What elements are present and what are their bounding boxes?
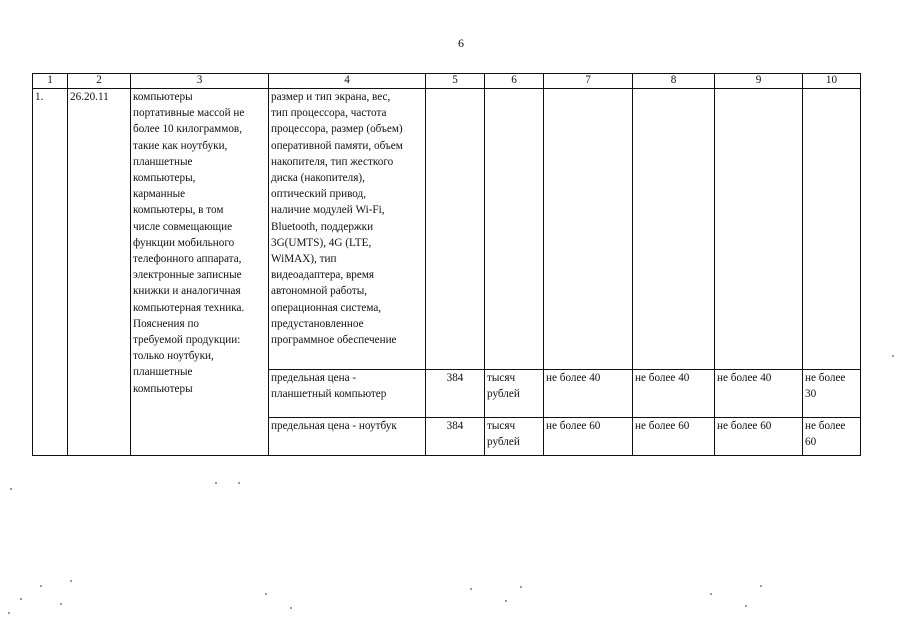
scan-speck <box>892 355 894 357</box>
unit-cell <box>485 418 544 456</box>
text-line: планшетный компьютер <box>271 388 387 401</box>
text-line: накопителя, тип жесткого <box>271 155 394 168</box>
col-header-10: 10 <box>803 74 861 89</box>
item-index: 1. <box>33 89 68 456</box>
text-line: числе совмещающие <box>133 220 233 233</box>
value-c7: не более 60 <box>544 418 633 456</box>
item-name <box>131 89 269 456</box>
scan-speck <box>20 598 22 600</box>
price-label-laptop <box>269 418 426 456</box>
scan-speck <box>470 588 472 590</box>
text-line: процессора, размер (объем) <box>271 123 403 136</box>
value-c7: не более 40 <box>544 370 633 418</box>
text-line: компьютеры, <box>133 172 196 185</box>
unit-cell <box>485 370 544 418</box>
text-line: требуемой продукции: <box>133 334 241 347</box>
scan-speck <box>290 607 292 609</box>
scan-speck <box>505 600 507 602</box>
empty-cell <box>426 89 485 370</box>
price-label-lines <box>271 370 423 402</box>
text-line: более 10 килограммов, <box>133 123 243 136</box>
text-line: рублей <box>487 436 520 449</box>
text-line: компьютерная техника. <box>133 301 245 314</box>
text-line: 3G(UMTS), 4G (LTE, <box>271 236 372 249</box>
empty-cell <box>803 89 861 370</box>
text-line: видеоадаптера, время <box>271 269 375 282</box>
text-line: предустановленное <box>271 317 364 330</box>
col-header-7: 7 <box>544 74 633 89</box>
empty-cell <box>485 89 544 370</box>
text-line: Bluetooth, поддержки <box>271 220 374 233</box>
scan-speck <box>265 593 267 595</box>
text-line: размер и тип экрана, вес, <box>271 91 391 103</box>
value-c9: не более 60 <box>715 418 803 456</box>
scan-speck <box>760 585 762 587</box>
empty-cell <box>544 89 633 370</box>
empty-cell <box>715 89 803 370</box>
value-c10: не более 30 <box>803 370 861 418</box>
scan-speck <box>8 612 10 614</box>
unit-lines <box>487 370 541 402</box>
text-line: WiMAX), тип <box>271 253 337 266</box>
text-line: тип процессора, частота <box>271 107 387 120</box>
text-line: рублей <box>487 388 520 401</box>
table-row <box>33 89 861 370</box>
text-line: компьютеры, в том <box>133 204 224 217</box>
okei-code: 384 <box>426 418 485 456</box>
price-label-tablet <box>269 370 426 418</box>
text-line: Пояснения по <box>133 317 200 330</box>
text-line: планшетные <box>133 366 193 379</box>
scan-speck <box>215 482 217 484</box>
text-line: электронные записные <box>133 269 242 282</box>
scan-speck <box>745 605 747 607</box>
unit-lines <box>487 418 541 450</box>
value-c8: не более 60 <box>633 418 715 456</box>
value-c9: не более 40 <box>715 370 803 418</box>
value-c10: не более 60 <box>803 418 861 456</box>
col-header-3: 3 <box>131 74 269 89</box>
text-line: тысяч <box>487 372 516 384</box>
item-characteristics-lines <box>271 89 423 348</box>
scan-speck <box>70 580 72 582</box>
scan-speck <box>238 482 240 484</box>
text-line: операционная система, <box>271 301 382 314</box>
col-header-6: 6 <box>485 74 544 89</box>
col-header-4: 4 <box>269 74 426 89</box>
text-line: книжки и аналогичная <box>133 285 241 298</box>
text-line: такие как ноутбуки, <box>133 139 228 152</box>
text-line: планшетные <box>133 155 193 168</box>
text-line: диска (накопителя), <box>271 172 365 185</box>
text-line: компьютеры <box>133 91 193 103</box>
scan-speck <box>40 585 42 587</box>
price-label-lines <box>271 418 423 434</box>
text-line: телефонного аппарата, <box>133 253 242 266</box>
col-header-1: 1 <box>33 74 68 89</box>
text-line: карманные <box>133 188 186 201</box>
col-header-5: 5 <box>426 74 485 89</box>
page-number: 6 <box>458 36 464 50</box>
col-header-8: 8 <box>633 74 715 89</box>
item-characteristics <box>269 89 426 370</box>
text-line: портативные массой не <box>133 107 245 120</box>
value-c8: не более 40 <box>633 370 715 418</box>
product-table <box>32 73 861 456</box>
text-line: наличие модулей Wi-Fi, <box>271 204 385 217</box>
scan-speck <box>710 593 712 595</box>
item-code: 26.20.11 <box>68 89 131 456</box>
text-line: предельная цена - ноутбук <box>271 420 397 432</box>
okei-code: 384 <box>426 370 485 418</box>
scan-speck <box>60 603 62 605</box>
header-row <box>33 74 861 89</box>
text-line: предельная цена - <box>271 372 357 384</box>
col-header-9: 9 <box>715 74 803 89</box>
text-line: оперативной памяти, объем <box>271 139 403 152</box>
text-line: программное обеспечение <box>271 334 397 347</box>
text-line: автономной работы, <box>271 285 368 298</box>
col-header-2: 2 <box>68 74 131 89</box>
empty-cell <box>633 89 715 370</box>
text-line: только ноутбуки, <box>133 350 214 363</box>
scan-speck <box>520 586 522 588</box>
scan-speck <box>10 488 12 490</box>
text-line: компьютеры <box>133 382 193 395</box>
text-line: оптический привод, <box>271 188 367 201</box>
text-line: тысяч <box>487 420 516 432</box>
item-name-lines <box>133 89 266 397</box>
text-line: функции мобильного <box>133 236 235 249</box>
